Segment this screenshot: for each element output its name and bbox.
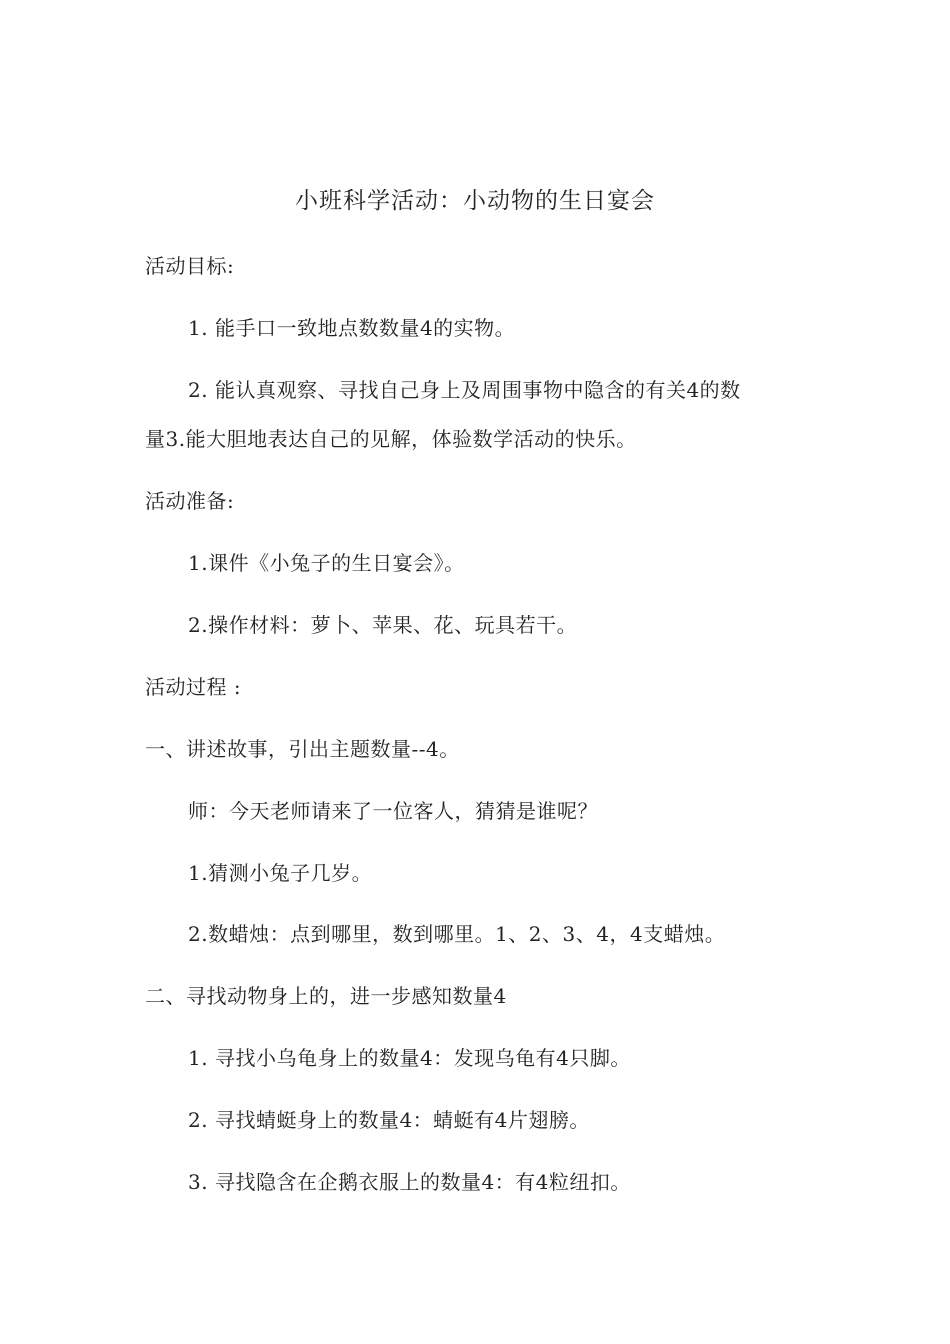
part2-item-2: 2. 寻找蜻蜓身上的数量4：蜻蜓有4片翅膀。 — [188, 1108, 590, 1132]
goals-heading: 活动目标: — [145, 254, 235, 278]
prep-item-2: 2.操作材料：萝卜、苹果、花、玩具若干。 — [188, 613, 578, 637]
document-title: 小班科学活动：小动物的生日宴会 — [295, 188, 655, 214]
part1-heading: 一、讲述故事，引出主题数量--4。 — [145, 737, 460, 761]
prep-heading: 活动准备: — [145, 489, 235, 513]
process-heading: 活动过程 : — [145, 675, 242, 699]
goal-item-2-line-1: 2. 能认真观察、寻找自己身上及周围事物中隐含的有关4的数 — [188, 378, 741, 402]
prep-item-1: 1.课件《小兔子的生日宴会》。 — [188, 551, 465, 575]
part2-heading: 二、寻找动物身上的，进一步感知数量4 — [145, 984, 507, 1008]
part2-item-3: 3. 寻找隐含在企鹅衣服上的数量4：有4粒纽扣。 — [188, 1170, 631, 1194]
part1-item-2: 2.数蜡烛：点到哪里，数到哪里。1、2、3、4，4支蜡烛。 — [188, 922, 726, 946]
goal-item-2-line-2: 量3.能大胆地表达自己的见解，体验数学活动的快乐。 — [145, 427, 637, 451]
part2-item-1: 1. 寻找小乌龟身上的数量4：发现乌龟有4只脚。 — [188, 1046, 631, 1070]
part1-item-1: 1.猜测小兔子几岁。 — [188, 861, 373, 885]
part1-teacher-line: 师：今天老师请来了一位客人，猜猜是谁呢？ — [188, 799, 598, 823]
goal-item-1: 1. 能手口一致地点数数量4的实物。 — [188, 316, 516, 340]
